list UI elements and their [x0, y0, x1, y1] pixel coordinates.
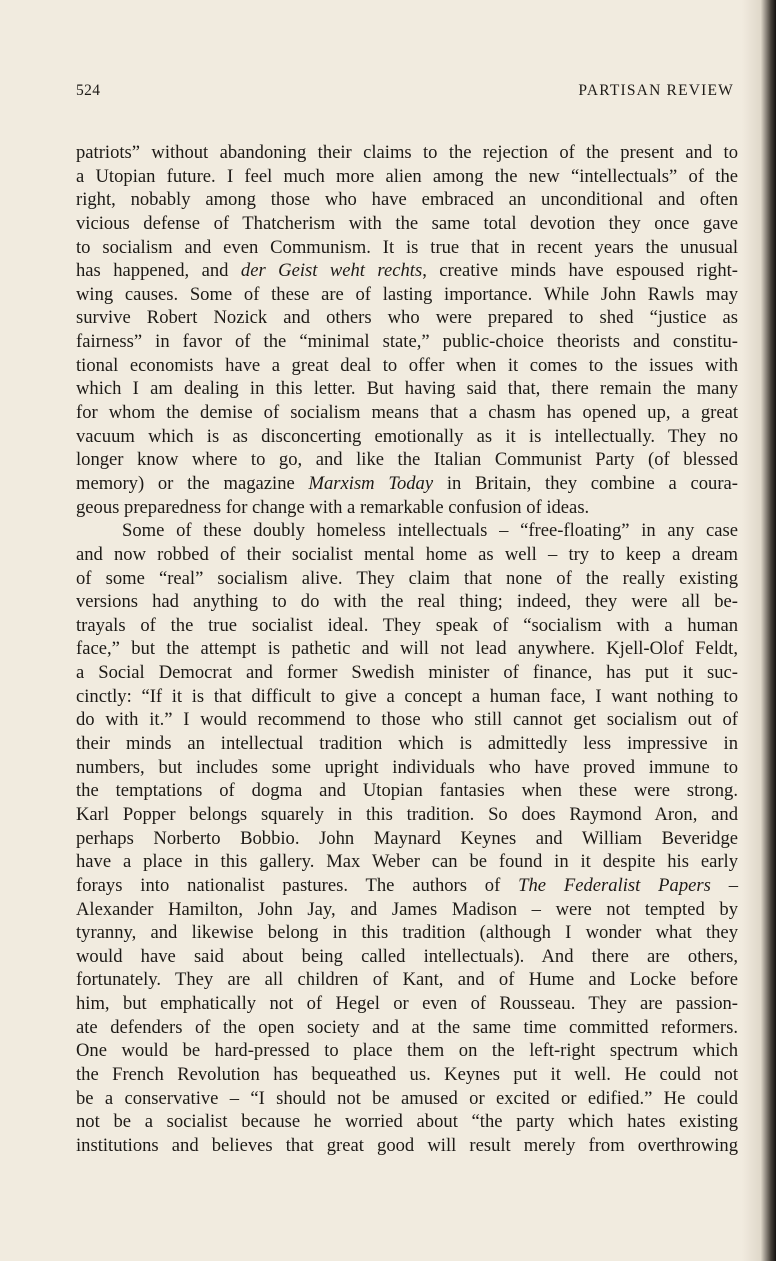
italic-phrase: der Geist weht rechts	[240, 260, 423, 282]
text-line: do with it.” I would recommend to those who still cannot get socialism out of	[76, 709, 738, 731]
text-line: right, nobably among those who have embraced an unconditional and often	[76, 189, 738, 211]
text-line: trayals of the true socialist ideal. They speak of “socialism with a human	[76, 614, 738, 636]
paragraph-first-line: Some of these doubly homeless intellectuals – “free-floating” in any case	[122, 520, 738, 542]
text-fragment: has happened, and	[76, 260, 241, 282]
text-line: their minds an intellectual tradition which is admittedly less impressive in	[76, 733, 738, 755]
text-line: perhaps Norberto Bobbio. John Maynard Keynes and William Beveridge	[76, 827, 738, 849]
text-line: Karl Popper belongs squarely in this tradition. So does Raymond Aron, and	[76, 803, 738, 825]
text-fragment: in Britain, they combine a coura-	[433, 472, 738, 494]
text-line: cinctly: “If it is that difficult to give a concept a human face, I want nothing to	[76, 685, 738, 707]
text-line: fortunately. They are all children of Kant, and of Hume and Locke before	[76, 969, 738, 991]
text-line: tyranny, and likewise belong in this tradition (although I wonder what they	[76, 922, 738, 944]
text-line: vicious defense of Thatcherism with the same total devotion they once gave	[76, 212, 738, 234]
paragraph-end-line: geous preparedness for change with a remarkable confusion of ideas.	[76, 496, 590, 518]
page-gutter-shadow	[742, 0, 776, 1261]
text-line: fairness” in favor of the “minimal state,” public-choice theorists and constitu-	[76, 331, 738, 353]
text-fragment: , creative minds have espoused right-	[422, 260, 738, 282]
text-line: the temptations of dogma and Utopian fantasies when these were strong.	[76, 780, 738, 802]
text-line: would have said about being called intellectuals). And there are others,	[76, 945, 738, 967]
text-line: to socialism and even Communism. It is true that in recent years the unusual	[76, 236, 738, 258]
journal-title: PARTISAN REVIEW	[578, 82, 734, 99]
text-line: be a conservative – “I should not be amused or excited or edified.” He could	[76, 1087, 738, 1109]
text-line: face,” but the attempt is pathetic and will not lead anywhere. Kjell-Olof Feldt,	[76, 638, 738, 660]
text-line: Alexander Hamilton, John Jay, and James Madison – were not tempted by	[76, 898, 738, 920]
text-line: wing causes. Some of these are of lasting importance. While John Rawls may	[76, 283, 738, 305]
page-number: 524	[76, 82, 101, 99]
text-line: tional economists have a great deal to offer when it comes to the issues with	[76, 354, 738, 376]
text-line: which I am dealing in this letter. But having said that, there remain the many	[76, 378, 738, 400]
text-line: survive Robert Nozick and others who were prepared to shed “justice as	[76, 307, 738, 329]
text-line: of some “real” socialism alive. They claim that none of the really existing	[76, 567, 738, 589]
text-line: the French Revolution has bequeathed us. Keynes put it well. He could not	[76, 1063, 738, 1085]
text-line	[76, 472, 738, 496]
text-line: him, but emphatically not of Hegel or even of Rousseau. They are passion-	[76, 993, 738, 1015]
body-text	[76, 141, 738, 1158]
text-line: ate defenders of the open society and at the same time committed reformers.	[76, 1016, 738, 1038]
text-line: have a place in this gallery. Max Weber can be found in it despite his early	[76, 851, 738, 873]
text-line: numbers, but includes some upright individuals who have proved immune to	[76, 756, 738, 778]
text-line	[76, 259, 738, 283]
text-line: patriots” without abandoning their claims to the rejection of the present and to	[76, 142, 738, 163]
text-line: vacuum which is as disconcerting emotionally as it is intellectually. They no	[76, 425, 738, 447]
running-header	[76, 82, 734, 104]
text-line: not be a socialist because he worried about “the party which hates existing	[76, 1111, 738, 1133]
text-fragment: –	[710, 874, 738, 896]
text-line: One would be hard-pressed to place them on the left-right spectrum which	[76, 1040, 738, 1062]
text-line: institutions and believes that great good will result merely from overthrowing	[76, 1134, 738, 1156]
text-line: for whom the demise of socialism means that a chasm has opened up, a great	[76, 402, 738, 424]
text-line: and now robbed of their socialist mental home as well – try to keep a dream	[76, 543, 738, 565]
text-line: a Social Democrat and former Swedish minister of finance, has put it suc-	[76, 662, 738, 684]
text-fragment: forays into nationalist pastures. The authors of	[76, 874, 519, 896]
text-line: longer know where to go, and like the Italian Communist Party (of blessed	[76, 449, 738, 471]
text-line	[76, 874, 738, 898]
text-line: versions had anything to do with the real thing; indeed, they were all be-	[76, 591, 738, 613]
italic-phrase: The Federalist Papers	[518, 874, 711, 896]
italic-phrase: Marxism Today	[308, 472, 434, 494]
text-line: a Utopian future. I feel much more alien among the new “intellectuals” of the	[76, 165, 738, 187]
text-fragment: memory) or the magazine	[76, 472, 309, 494]
